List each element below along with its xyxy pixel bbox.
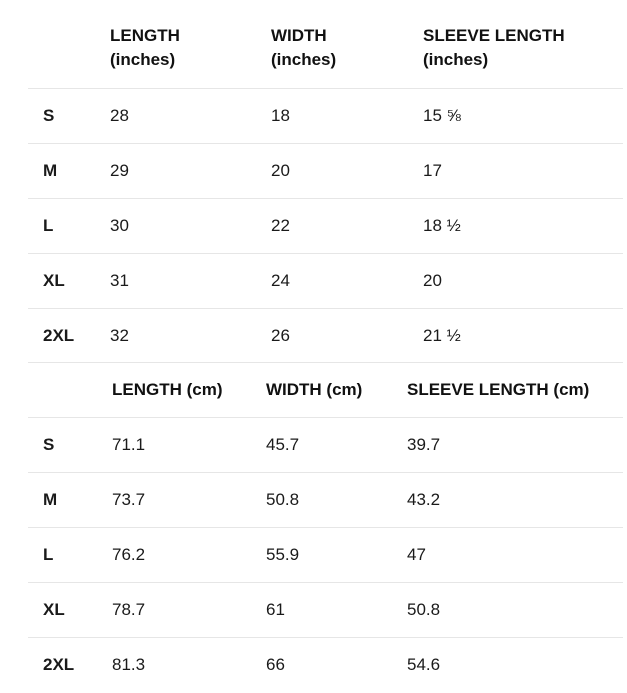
table-row <box>28 253 623 308</box>
table-row <box>28 418 623 473</box>
length-value: 73.7 <box>112 473 266 528</box>
size-label: XL <box>28 253 110 308</box>
width-value: 18 <box>271 88 423 143</box>
width-value: 61 <box>266 583 407 638</box>
table-row <box>28 583 623 638</box>
length-value: 30 <box>110 198 271 253</box>
sleeve-value: 20 <box>423 253 623 308</box>
sleeve-value: 15 ⅝ <box>423 88 623 143</box>
header-width <box>271 0 423 88</box>
header-length: LENGTH (cm) <box>112 363 266 418</box>
size-label: S <box>28 88 110 143</box>
sleeve-value: 54.6 <box>407 638 623 693</box>
header-length-unit: (inches) <box>110 49 176 69</box>
table-row <box>28 473 623 528</box>
header-sleeve-unit: (inches) <box>423 49 489 69</box>
table-row <box>28 198 623 253</box>
table-row <box>28 308 623 363</box>
table-row <box>28 143 623 198</box>
size-chart-inches <box>28 0 623 363</box>
header-size <box>28 0 110 88</box>
header-width-unit: (inches) <box>271 49 337 69</box>
width-value: 66 <box>266 638 407 693</box>
length-value: 28 <box>110 88 271 143</box>
header-row <box>28 0 623 88</box>
sleeve-value: 47 <box>407 528 623 583</box>
width-value: 26 <box>271 308 423 363</box>
width-value: 24 <box>271 253 423 308</box>
length-value: 81.3 <box>112 638 266 693</box>
size-label: L <box>28 198 110 253</box>
length-value: 71.1 <box>112 418 266 473</box>
table-row <box>28 88 623 143</box>
length-value: 32 <box>110 308 271 363</box>
header-width-title: WIDTH <box>271 25 327 45</box>
size-chart-cm <box>28 362 623 693</box>
header-sleeve: SLEEVE LENGTH (cm) <box>407 363 623 418</box>
size-label: XL <box>28 583 112 638</box>
width-value: 20 <box>271 143 423 198</box>
width-value: 55.9 <box>266 528 407 583</box>
sleeve-value: 50.8 <box>407 583 623 638</box>
length-value: 31 <box>110 253 271 308</box>
sleeve-value: 43.2 <box>407 473 623 528</box>
width-value: 50.8 <box>266 473 407 528</box>
sleeve-value: 18 ½ <box>423 198 623 253</box>
size-label: M <box>28 143 110 198</box>
header-width: WIDTH (cm) <box>266 363 407 418</box>
sleeve-value: 39.7 <box>407 418 623 473</box>
header-sleeve-title: SLEEVE LENGTH <box>423 25 565 45</box>
table-row <box>28 528 623 583</box>
header-row <box>28 363 623 418</box>
size-label: M <box>28 473 112 528</box>
header-length-title: LENGTH <box>110 25 180 45</box>
header-sleeve <box>423 0 623 88</box>
size-label: L <box>28 528 112 583</box>
sleeve-value: 17 <box>423 143 623 198</box>
sleeve-value: 21 ½ <box>423 308 623 363</box>
length-value: 78.7 <box>112 583 266 638</box>
length-value: 29 <box>110 143 271 198</box>
size-label: 2XL <box>28 638 112 693</box>
table-row <box>28 638 623 693</box>
width-value: 22 <box>271 198 423 253</box>
length-value: 76.2 <box>112 528 266 583</box>
header-length <box>110 0 271 88</box>
size-label: S <box>28 418 112 473</box>
width-value: 45.7 <box>266 418 407 473</box>
header-size <box>28 363 112 418</box>
size-label: 2XL <box>28 308 110 363</box>
